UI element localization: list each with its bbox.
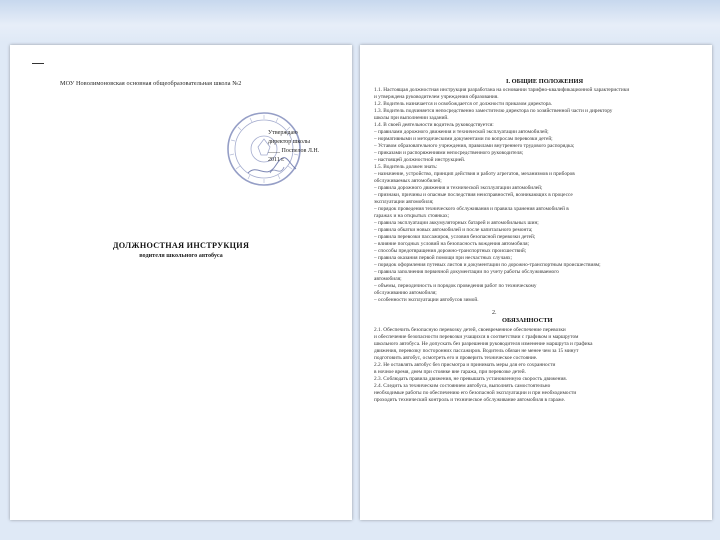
document-page-text [360,45,712,520]
text-line: 2.3. Соблюдать правила движения, не превышать установленную скорость движения. [374,376,568,382]
text-line: – объемы, периодичность и порядок проведения работ по техническому [374,283,537,289]
text-line: – влияние погодных условий на безопасность вождения автомобиля; [374,241,530,247]
text-line: движения, перевозку посторонних пассажиров. Водитель обязан не менее чем за 15 минут [374,348,579,354]
text-line: эксплуатации автомобиля; [374,199,434,205]
text-line: – Уставом образовательного учреждения, правилами внутреннего трудового распорядка; [374,143,575,149]
text-line: 2.1. Обеспечить безопасную перевозку детей, своевременное обеспечение перевозки [374,327,566,333]
text-line: – признаки, причины и опасные последствия неисправностей, возникающих в процессе [374,192,573,198]
slide-header-band [0,0,720,42]
text-line: 1.2. Водитель назначается и освобождается от должности приказом директора. [374,101,553,107]
text-line: – правила дорожного движения и технической эксплуатации автомобилей; [374,185,543,191]
text-line: и обеспечение безопасности перевозки учащихся в соответствии с графиком и маршрутом [374,334,579,340]
text-line: – правила обкатки новых автомобилей и после капитального ремонта; [374,227,533,233]
document-title: ДОЛЖНОСТНАЯ ИНСТРУКЦИЯ [112,241,250,250]
text-line: – правила эксплуатации аккумуляторных батарей и автомобильных шин; [374,220,539,226]
organization-line: МОУ Новолимоновская основная общеобразовательная школа №2 [60,80,242,87]
section-heading-general: I. ОБЩИЕ ПОЛОЖЕНИЯ [506,78,584,85]
text-line: – нормативными и методическими документами по вопросам перевозки детей; [374,136,553,142]
text-line: гаражах и на открытых стоянках; [374,213,450,219]
text-line: 1.4. В своей деятельности водитель руководствуется: [374,122,494,128]
text-line: школьного автобуса. Не допускать без разрешения руководителя изменение маршрута и графика [374,341,593,347]
text-line: 2.4. Следить за техническим состоянием автобуса, выполнять самостоятельно [374,383,551,389]
text-line: в ночное время, днем при стоянке вне гаража, при перевозке детей. [374,369,526,375]
text-line: – назначение, устройство, принцип действия и работу агрегатов, механизмов и приборов [374,171,575,177]
text-line: школы при выполнении заданий. [374,115,449,121]
approval-line: директор школы [268,139,310,145]
text-line: – настоящей должностной инструкцией. [374,157,466,163]
text-line: обслуживаемых автомобилей; [374,178,442,184]
text-line: 1.5. Водитель должен знать: [374,164,438,170]
text-line: – способы предотвращения дорожно-транспортных происшествий; [374,248,527,254]
text-line: – порядок оформления путевых листов и документации по дорожно-транспортным происшествиям; [374,262,601,268]
text-line: необходимые работы по обеспечению его безопасной эксплуатации и при необходимости [374,390,577,396]
text-line: – правила оказания первой помощи при несчастных случаях; [374,255,513,261]
text-line: проходить технический контроль и техническое обслуживание автомобиля в гараже. [374,397,566,403]
approval-line: Утверждаю [268,130,298,136]
approval-block [268,129,319,165]
page-mark [32,63,44,64]
section-heading-duties: ОБЯЗАННОСТИ [502,317,553,324]
document-page-title [10,45,352,520]
text-line: и утверждена руководителем учреждения образования. [374,94,499,100]
approval-line: 2011 г. [268,157,285,163]
section-number: 2. [492,310,497,316]
text-line: – порядок проведения технического обслуживания и правила хранения автомобилей в [374,206,569,212]
text-line: 1.3. Водитель подчиняется непосредственно заместителю директора по хозяйственной части и директору [374,108,613,114]
text-line: – приказами и распоряжениями непосредственного руководителя; [374,150,524,156]
text-line: – особенности эксплуатации автобусов зимой. [374,297,479,303]
text-line: – правилами дорожного движения и технической эксплуатации автомобилей; [374,129,549,135]
text-line: – правила перевозки пассажиров, условия безопасной перевозки детей; [374,234,536,240]
text-line: 1.1. Настоящая должностная инструкция разработана на основании тарифно-квалификационной характеристики [374,87,630,93]
text-line: подготовить автобус, осмотреть его и проверить техническое состояние. [374,355,538,361]
text-line: автомобиля; [374,276,402,282]
text-line: – правила заполнения первичной документации по учету работы обслуживаемого [374,269,559,275]
approval-line: ____ Поспелов Л.Н. [268,148,320,154]
text-line: обслуживанию автомобиля; [374,290,437,296]
document-subtitle: водителя школьного автобуса [139,252,223,259]
text-line: 2.2. Не оставлять автобус без присмотра и принимать меры для его сохранности [374,362,556,368]
